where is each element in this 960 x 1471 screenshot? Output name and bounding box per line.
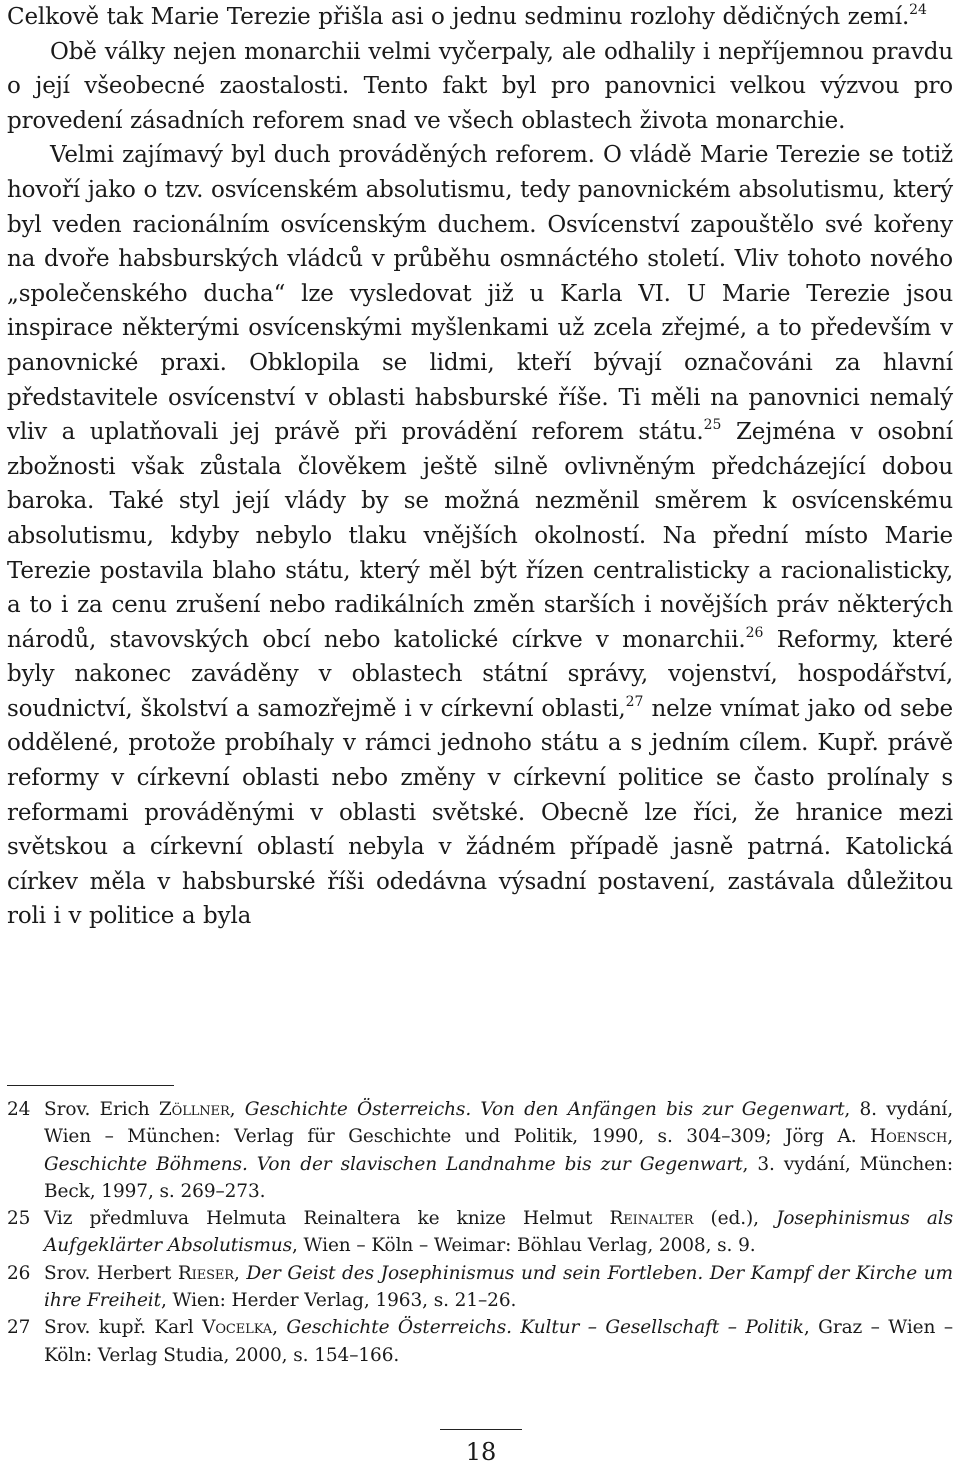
- footnote-reference[interactable]: 27: [625, 693, 644, 710]
- book-title: Geschichte Österreichs. Kultur – Gesellschaft – Politik: [286, 1317, 804, 1339]
- paragraph: Velmi zajímavý byl duch prováděných reforem. O vládě Marie Terezie se totiž hovoří jako o tzv. osvícenském absolutismu, tedy panovnickém absolutismu, který byl veden racionálním osvícenským duchem. Osvícenství zapouštělo své kořeny na dvoře habsburských vládců v průběhu osmnáctého století. Vliv tohoto nového „společenského ducha“ lze vysledovat již u Karla VI. U Marie Terezie jsou inspirace některými osvícenskými myšlenkami už zcela zřejmé, a to především v panovnické praxi. Obklopila se lidmi, kteří bývají označováni za hlavní představitele osvícenství v oblasti habsburské říše. Ti měli na panovnici nemalý vliv a uplatňovali jej právě při provádění reforem státu.$^{25}$ Zejména v osobní zbožnosti však zůstala člověkem ještě silně ovlivněným předcházející dobou baroka. Také styl její vlády by se možná nezměnil směrem k osvícenskému absolutismu, kdyby nebylo tlaku vnějších okolností. Na přední místo Marie Terezie postavila blaho státu, který měl být řízen centralisticky a racionalisticky, a to i za cenu zrušení nebo radikálních změn starších i novějších práv některých národů, stavovských obcí nebo katolické církve v monarchii.$^{26}$ Reformy, které byly nakonec zaváděny v oblastech státní správy, vojenství, hospodářství, soudnictví, školství a samozřejmě i v církevní oblasti,$^{27}$ nelze vnímat jako od sebe oddělené, protože probíhaly v rámci jednoho státu a s jedním cílem. Kupř. právě reformy v církevní oblasti nebo změny v církevní politice se často prolínaly s reformami prováděnými v oblasti světské. Obecně lze říci, že hranice mezi světskou a církevní oblastí nebyla v žádném případě jasně patrná. Katolická církev měla v habsburské říši odedávna výsadní postavení, zastávala důležitou roli i v politice a byla: [7, 142, 954, 930]
- footnote: 26 Srov. Herbert Rieser, Der Geist des Josephinismus und sein Fortleben. Der Kampf der Kirche um ihre Freiheit, Wien: Herder Verlag, 1963, s. 21–26.: [7, 1260, 953, 1315]
- author-name: Rieser: [177, 1262, 234, 1284]
- footnote: 25 Viz předmluva Helmuta Reinaltera ke knize Helmut Reinalter (ed.), Josephinismus als Aufgeklärter Absolutismus, Wien – Köln – Weimar: Böhlau Verlag, 2008, s. 9.: [7, 1205, 953, 1260]
- book-title: Geschichte Österreichs. Von den Anfängen bis zur Gegenwart: [244, 1099, 845, 1120]
- footnote-number: 25: [7, 1208, 31, 1230]
- footnote-number: 27: [7, 1317, 31, 1339]
- footnote: 24 Srov. Erich Zöllner, Geschichte Österreichs. Von den Anfängen bis zur Gegenwart, 8. vydání, Wien – München: Verlag für Geschichte und Politik, 1990, s. 304–309; Jörg A. Hoensch, Geschichte Böhmens. Von der slavischen Landnahme bis zur Gegenwart, 3. vydání, München: Beck, 1997, s. 269–273.: [7, 1096, 953, 1205]
- author-name: Reinalter: [609, 1208, 694, 1230]
- main-text: [7, 0, 953, 934]
- author-name: Vocelka: [202, 1317, 273, 1339]
- book-title: Josephinismus als Aufgeklärter Absolutismus: [44, 1208, 953, 1257]
- page-number: 18: [465, 1438, 497, 1466]
- book-title: Geschichte Böhmens. Von der slavischen Landnahme bis zur Gegenwart: [44, 1153, 743, 1175]
- paragraph: Obě války nejen monarchii velmi vyčerpaly, ale odhalily i nepříjemnou pravdu o její všeobecné zaostalosti. Tento fakt byl pro panovnici velkou výzvou pro provedení zásadních reforem snad ve všech oblastech života monarchie.: [7, 38, 953, 134]
- footnote-reference[interactable]: 25: [703, 417, 722, 434]
- footnote-number: 24: [7, 1099, 31, 1120]
- footnote: 27 Srov. kupř. Karl Vocelka, Geschichte Österreichs. Kultur – Gesellschaft – Politik, Graz – Wien – Köln: Verlag Studia, 2000, s. 154–166.: [7, 1314, 953, 1369]
- footnote-separator: [7, 1085, 174, 1086]
- footnotes: [7, 1096, 953, 1369]
- author-name: Zöllner: [158, 1099, 230, 1120]
- footnote-reference[interactable]: 24: [909, 2, 927, 18]
- footnote-reference[interactable]: 26: [745, 624, 764, 641]
- paragraph: Celkově tak Marie Terezie přišla asi o jednu sedminu rozlohy dědičných zemí.$^{24}$: [7, 2, 927, 30]
- author-name: Hoensch: [870, 1126, 948, 1148]
- book-title: Der Geist des Josephinismus und sein Fortleben. Der Kampf der Kirche um ihre Freiheit: [44, 1262, 953, 1312]
- page-number-rule: [440, 1429, 522, 1430]
- footnote-number: 26: [7, 1262, 31, 1284]
